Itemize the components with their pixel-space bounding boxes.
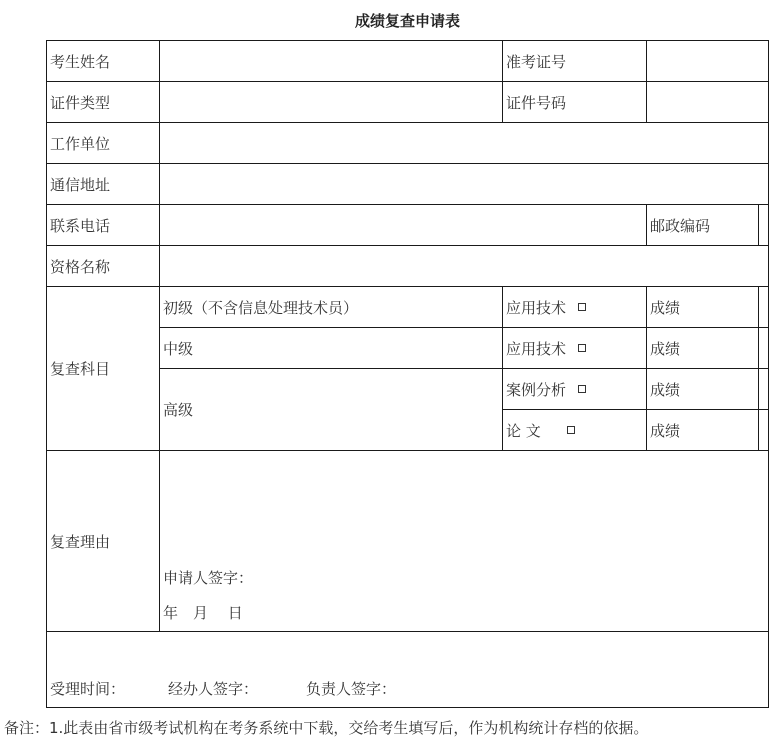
checkbox-icon[interactable] — [578, 385, 586, 393]
subjects-label-text: 复查科目 — [50, 360, 111, 378]
id-type-field[interactable] — [159, 81, 503, 123]
applicant-sign-label: 申请人签字： — [163, 569, 254, 587]
checkbox-icon[interactable] — [578, 344, 586, 352]
address-label-text: 通信地址 — [50, 175, 111, 194]
score-senior-thesis — [646, 409, 759, 451]
score-senior-thesis-label: 成绩 — [650, 421, 681, 440]
acceptance-time-label: 受理时间： — [50, 680, 126, 698]
score-senior-case — [646, 368, 759, 410]
name-label-text: 考生姓名 — [50, 52, 111, 71]
id-type-label — [46, 81, 160, 123]
subject-junior[interactable] — [502, 286, 647, 328]
id-no-label — [502, 81, 647, 123]
work-unit-field[interactable] — [159, 122, 769, 164]
postcode-label — [646, 204, 759, 246]
handler-sign-label: 经办人签字： — [168, 680, 259, 698]
level-junior — [159, 286, 503, 328]
level-intermediate — [159, 327, 503, 369]
id-type-label-text: 证件类型 — [50, 93, 111, 112]
id-no-field[interactable] — [646, 81, 769, 123]
exam-no-field[interactable] — [646, 40, 769, 82]
score-junior-field[interactable] — [758, 286, 769, 328]
subject-senior-case-text: 案例分析 — [506, 380, 567, 399]
checkbox-icon[interactable] — [567, 426, 575, 434]
exam-no-label — [502, 40, 647, 82]
work-unit-label-text: 工作单位 — [50, 134, 111, 153]
reason-field[interactable] — [159, 450, 769, 632]
reason-label-text: 复查理由 — [50, 532, 111, 551]
work-unit-label — [46, 122, 160, 164]
score-junior-label: 成绩 — [650, 298, 681, 317]
score-intermediate-field[interactable] — [758, 327, 769, 369]
level-senior — [159, 368, 503, 451]
address-field[interactable] — [159, 163, 769, 205]
acceptance-box — [46, 631, 769, 708]
phone-field[interactable] — [159, 204, 647, 246]
postcode-field[interactable] — [758, 204, 769, 246]
score-senior-case-label: 成绩 — [650, 380, 681, 399]
qualification-field[interactable] — [159, 245, 769, 287]
level-intermediate-text: 中级 — [163, 339, 194, 358]
subject-junior-text: 应用技术 — [506, 298, 567, 317]
phone-label — [46, 204, 160, 246]
form-title: 成绩复查申请表 — [354, 12, 460, 30]
score-junior — [646, 286, 759, 328]
phone-label-text: 联系电话 — [50, 216, 111, 235]
address-label — [46, 163, 160, 205]
score-intermediate — [646, 327, 759, 369]
name-field[interactable] — [159, 40, 503, 82]
checkbox-icon[interactable] — [578, 303, 586, 311]
level-junior-text: 初级（不含信息处理技术员） — [163, 298, 359, 317]
qualification-label-text: 资格名称 — [50, 257, 111, 276]
subject-senior-thesis[interactable] — [502, 409, 647, 451]
subject-intermediate-text: 应用技术 — [506, 339, 567, 358]
score-senior-case-field[interactable] — [758, 368, 769, 410]
exam-no-label-text: 准考证号 — [506, 52, 567, 71]
date-label: 年 月 日 — [163, 604, 243, 622]
manager-sign-label: 负责人签字： — [306, 680, 397, 698]
subject-senior-case[interactable] — [502, 368, 647, 410]
level-senior-text: 高级 — [163, 401, 194, 419]
footnote: 备注：1.此表由省市级考试机构在考务系统中下载，交给考生填写后，作为机构统计存档的依据。 — [4, 719, 649, 737]
subject-intermediate[interactable] — [502, 327, 647, 369]
reason-label — [46, 450, 160, 632]
postcode-label-text: 邮政编码 — [650, 216, 711, 235]
id-no-label-text: 证件号码 — [506, 93, 567, 112]
score-intermediate-label: 成绩 — [650, 339, 681, 358]
subjects-label — [46, 286, 160, 451]
subject-senior-thesis-text: 论 文 — [506, 421, 541, 440]
qualification-label — [46, 245, 160, 287]
name-label — [46, 40, 160, 82]
score-senior-thesis-field[interactable] — [758, 409, 769, 451]
